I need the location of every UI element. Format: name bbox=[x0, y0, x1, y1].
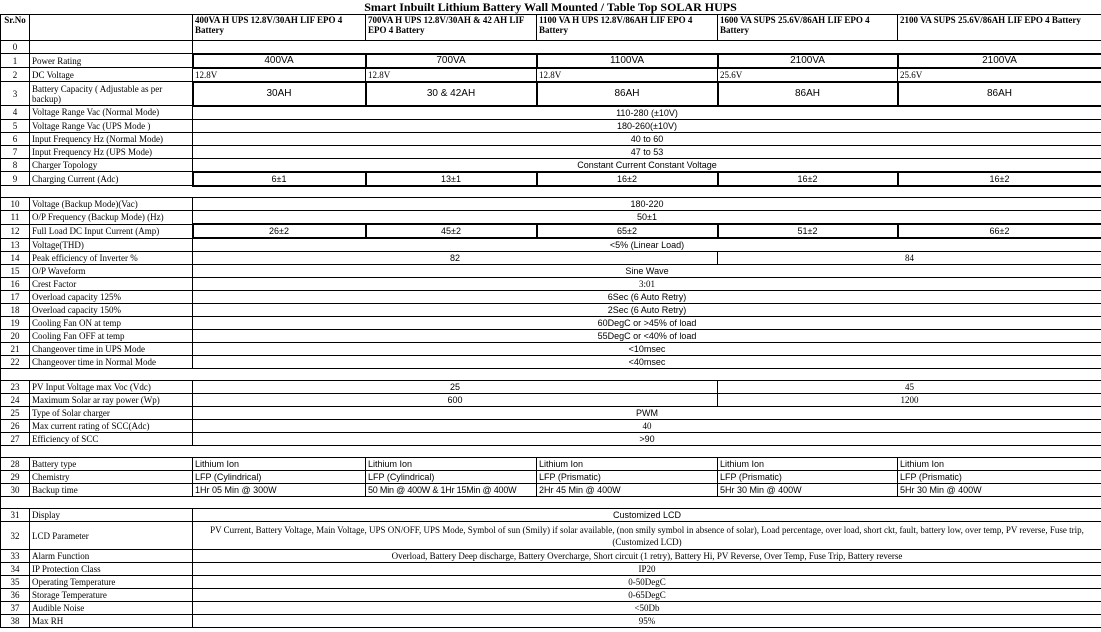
cell-value: LFP (Prismatic) bbox=[718, 471, 898, 484]
row-number: 4 bbox=[1, 106, 30, 120]
row-number: 36 bbox=[1, 589, 30, 602]
row-label: Input Frequency Hz (UPS Mode) bbox=[30, 145, 193, 158]
row-label: Battery Capacity ( Adjustable as per backup) bbox=[30, 82, 193, 106]
spacer-row bbox=[1, 446, 1101, 458]
table-row bbox=[1, 238, 1101, 252]
row-number: 28 bbox=[1, 458, 30, 471]
row-value: IP20 bbox=[193, 563, 1101, 576]
row-label: Display bbox=[30, 509, 193, 522]
cell-value: 12.8V bbox=[366, 68, 537, 82]
row-label: Max RH bbox=[30, 615, 193, 628]
table-row bbox=[1, 265, 1101, 278]
table-row bbox=[1, 471, 1101, 484]
table-row bbox=[1, 381, 1101, 394]
row-number: 11 bbox=[1, 211, 30, 225]
row-label: Max current rating of SCC(Adc) bbox=[30, 420, 193, 433]
row-label: Cooling Fan OFF at temp bbox=[30, 330, 193, 343]
table-row bbox=[1, 550, 1101, 563]
table-row bbox=[1, 522, 1101, 550]
cell-value: 5Hr 30 Min @ 400W bbox=[718, 484, 898, 497]
row-value: Constant Current Constant Voltage bbox=[193, 158, 1101, 172]
table-row bbox=[1, 343, 1101, 356]
cell-value: 700VA bbox=[366, 54, 537, 68]
row-number: 18 bbox=[1, 304, 30, 317]
row-number: 27 bbox=[1, 433, 30, 446]
cell-value: 400VA bbox=[193, 54, 366, 68]
row-value: <5% (Linear Load) bbox=[193, 238, 1101, 252]
row-number: 22 bbox=[1, 356, 30, 369]
row-label bbox=[30, 41, 193, 54]
cell-value: LFP (Cylindrical) bbox=[366, 471, 537, 484]
row-label: Efficiency of SCC bbox=[30, 433, 193, 446]
table-row bbox=[1, 433, 1101, 446]
table-row bbox=[1, 407, 1101, 420]
row-number: 9 bbox=[1, 172, 30, 186]
row-value: <50Db bbox=[193, 602, 1101, 615]
model-header-400va: 400VA H UPS 12.8V/30AH LIF EPO 4 Battery bbox=[193, 15, 366, 41]
row-label: Voltage(THD) bbox=[30, 238, 193, 252]
row-label: Backup time bbox=[30, 484, 193, 497]
cell-value: 25.6V bbox=[898, 68, 1101, 82]
header-row bbox=[1, 15, 1101, 41]
cell-value: 1Hr 05 Min @ 300W bbox=[193, 484, 366, 497]
spec-table bbox=[0, 14, 1101, 628]
model-header-1600va: 1600 VA SUPS 25.6V/86AH LIF EPO 4 Battery bbox=[718, 15, 898, 41]
row-label: Charger Topology bbox=[30, 158, 193, 172]
row-value-sups: 84 bbox=[718, 252, 1101, 265]
row-number: 1 bbox=[1, 54, 30, 68]
row-value: Customized LCD bbox=[193, 509, 1101, 522]
row-label: Type of Solar charger bbox=[30, 407, 193, 420]
row-label: Overload capacity 150% bbox=[30, 304, 193, 317]
row-number: 31 bbox=[1, 509, 30, 522]
row-label: Charging Current (Adc) bbox=[30, 172, 193, 186]
row-number: 15 bbox=[1, 265, 30, 278]
row-number: 34 bbox=[1, 563, 30, 576]
row-number: 5 bbox=[1, 119, 30, 132]
row-number: 13 bbox=[1, 238, 30, 252]
table-row bbox=[1, 132, 1101, 145]
cell-value: 2100VA bbox=[898, 54, 1101, 68]
row-value bbox=[193, 41, 1101, 54]
row-label: Alarm Function bbox=[30, 550, 193, 563]
cell-value: Lithium Ion bbox=[193, 458, 366, 471]
spacer-row bbox=[1, 369, 1101, 381]
row-label: Cooling Fan ON at temp bbox=[30, 317, 193, 330]
row-label: O/P Frequency (Backup Mode) (Hz) bbox=[30, 211, 193, 225]
row-value: 0-50DegC bbox=[193, 576, 1101, 589]
row-label: Changeover time in Normal Mode bbox=[30, 356, 193, 369]
row-label: Peak efficiency of Inverter % bbox=[30, 252, 193, 265]
row-number: 21 bbox=[1, 343, 30, 356]
row-value: Overload, Battery Deep discharge, Battery Overcharge, Short circuit (1 retry), Battery Hi, PV Reverse, Over Temp, Fuse Trip, Battery reverse bbox=[193, 550, 1101, 563]
cell-value: 86AH bbox=[718, 82, 898, 106]
spacer-row bbox=[1, 497, 1101, 509]
cell-value: 51±2 bbox=[718, 224, 898, 238]
table-row bbox=[1, 82, 1101, 106]
model-header-1100va: 1100 VA H UPS 12.8V/86AH LIF EPO 4 Battery bbox=[537, 15, 718, 41]
cell-value: 5Hr 30 Min @ 400W bbox=[898, 484, 1101, 497]
cell-value: 13±1 bbox=[366, 172, 537, 186]
table-row bbox=[1, 589, 1101, 602]
row-number: 20 bbox=[1, 330, 30, 343]
row-label: LCD Parameter bbox=[30, 522, 193, 550]
row-number: 16 bbox=[1, 278, 30, 291]
table-row bbox=[1, 252, 1101, 265]
row-value: 95% bbox=[193, 615, 1101, 628]
label-header bbox=[30, 15, 193, 41]
cell-value: 26±2 bbox=[193, 224, 366, 238]
row-label: Maximum Solar ar ray power (Wp) bbox=[30, 394, 193, 407]
row-number: 29 bbox=[1, 471, 30, 484]
row-value: 0-65DegC bbox=[193, 589, 1101, 602]
row-value: PV Current, Battery Voltage, Main Voltage, UPS ON/OFF, UPS Mode, Symbol of sun (Smily) if solar available, (non smily symbol in absence of solar), Load percentage, over load, short ckt, fault, battery low, over temp, PV reverse, Fuse trip, (Customized LCD) bbox=[193, 522, 1101, 550]
table-row bbox=[1, 291, 1101, 304]
row-number: 35 bbox=[1, 576, 30, 589]
row-number: 17 bbox=[1, 291, 30, 304]
table-row bbox=[1, 576, 1101, 589]
table-row bbox=[1, 420, 1101, 433]
table-row bbox=[1, 484, 1101, 497]
row-value: 180-260(±10V) bbox=[193, 119, 1101, 132]
row-label: PV Input Voltage max Voc (Vdc) bbox=[30, 381, 193, 394]
cell-value: LFP (Prismatic) bbox=[898, 471, 1101, 484]
row-number: 6 bbox=[1, 132, 30, 145]
row-value: >90 bbox=[193, 433, 1101, 446]
table-row bbox=[1, 54, 1101, 68]
row-number: 7 bbox=[1, 145, 30, 158]
row-label: Input Frequency Hz (Normal Mode) bbox=[30, 132, 193, 145]
row-value: 55DegC or <40% of load bbox=[193, 330, 1101, 343]
table-row bbox=[1, 563, 1101, 576]
row-number: 26 bbox=[1, 420, 30, 433]
row-value: <40msec bbox=[193, 356, 1101, 369]
row-value: 6Sec (6 Auto Retry) bbox=[193, 291, 1101, 304]
row-value: 40 to 60 bbox=[193, 132, 1101, 145]
cell-value: LFP (Prismatic) bbox=[537, 471, 718, 484]
cell-value: 16±2 bbox=[537, 172, 718, 186]
row-label: DC Voltage bbox=[30, 68, 193, 82]
row-value-hups: 600 bbox=[193, 394, 718, 407]
table-row bbox=[1, 158, 1101, 172]
row-label: IP Protection Class bbox=[30, 563, 193, 576]
table-row bbox=[1, 304, 1101, 317]
row-label: Operating Temperature bbox=[30, 576, 193, 589]
row-value: 110-280 (±10V) bbox=[193, 106, 1101, 120]
cell-value: 2Hr 45 Min @ 400W bbox=[537, 484, 718, 497]
table-row bbox=[1, 211, 1101, 225]
table-row bbox=[1, 119, 1101, 132]
cell-value: 45±2 bbox=[366, 224, 537, 238]
row-value: PWM bbox=[193, 407, 1101, 420]
row-value: <10msec bbox=[193, 343, 1101, 356]
row-label: Audible Noise bbox=[30, 602, 193, 615]
table-row bbox=[1, 68, 1101, 82]
table-row bbox=[1, 41, 1101, 54]
row-number: 24 bbox=[1, 394, 30, 407]
row-value-hups: 25 bbox=[193, 381, 718, 394]
row-label: Storage Temperature bbox=[30, 589, 193, 602]
cell-value: 30 & 42AH bbox=[366, 82, 537, 106]
cell-value: 25.6V bbox=[718, 68, 898, 82]
model-header-700va: 700VA H UPS 12.8V/30AH & 42 AH LIF EPO 4 Battery bbox=[366, 15, 537, 41]
row-label: Crest Factor bbox=[30, 278, 193, 291]
row-label: Overload capacity 125% bbox=[30, 291, 193, 304]
row-label: Changeover time in UPS Mode bbox=[30, 343, 193, 356]
cell-value: Lithium Ion bbox=[366, 458, 537, 471]
row-number: 32 bbox=[1, 522, 30, 550]
row-value: 2Sec (6 Auto Retry) bbox=[193, 304, 1101, 317]
table-row bbox=[1, 172, 1101, 186]
row-number: 19 bbox=[1, 317, 30, 330]
row-number: 33 bbox=[1, 550, 30, 563]
row-label: Voltage Range Vac (Normal Mode) bbox=[30, 106, 193, 120]
cell-value: 65±2 bbox=[537, 224, 718, 238]
row-label: Power Rating bbox=[30, 54, 193, 68]
cell-value: 86AH bbox=[898, 82, 1101, 106]
table-row bbox=[1, 458, 1101, 471]
table-row bbox=[1, 509, 1101, 522]
cell-value: 16±2 bbox=[898, 172, 1101, 186]
row-label: Chemistry bbox=[30, 471, 193, 484]
table-row bbox=[1, 615, 1101, 628]
row-value: 50±1 bbox=[193, 211, 1101, 225]
row-value: 47 to 53 bbox=[193, 145, 1101, 158]
table-row bbox=[1, 602, 1101, 615]
model-header-2100va: 2100 VA SUPS 25.6V/86AH LIF EPO 4 Battery bbox=[898, 15, 1101, 41]
row-number: 30 bbox=[1, 484, 30, 497]
cell-value: 30AH bbox=[193, 82, 366, 106]
cell-value: 86AH bbox=[537, 82, 718, 106]
row-value-sups: 45 bbox=[718, 381, 1101, 394]
row-number: 12 bbox=[1, 224, 30, 238]
table-row bbox=[1, 356, 1101, 369]
row-label: Voltage Range Vac (UPS Mode ) bbox=[30, 119, 193, 132]
row-number: 38 bbox=[1, 615, 30, 628]
row-number: 2 bbox=[1, 68, 30, 82]
row-number: 23 bbox=[1, 381, 30, 394]
cell-value: LFP (Cylindrical) bbox=[193, 471, 366, 484]
cell-value: 6±1 bbox=[193, 172, 366, 186]
cell-value: 16±2 bbox=[718, 172, 898, 186]
row-label: Full Load DC Input Current (Amp) bbox=[30, 224, 193, 238]
row-number: 8 bbox=[1, 158, 30, 172]
row-label: Voltage (Backup Mode)(Vac) bbox=[30, 198, 193, 211]
table-row bbox=[1, 330, 1101, 343]
table-row bbox=[1, 278, 1101, 291]
table-row bbox=[1, 198, 1101, 211]
row-number: 14 bbox=[1, 252, 30, 265]
row-number: 3 bbox=[1, 82, 30, 106]
row-value: 40 bbox=[193, 420, 1101, 433]
row-value: 60DegC or >45% of load bbox=[193, 317, 1101, 330]
row-number: 10 bbox=[1, 198, 30, 211]
row-value: 180-220 bbox=[193, 198, 1101, 211]
table-row bbox=[1, 394, 1101, 407]
row-value-sups: 1200 bbox=[718, 394, 1101, 407]
row-number: 37 bbox=[1, 602, 30, 615]
sheet-title: Smart Inbuilt Lithium Battery Wall Mounted / Table Top SOLAR HUPS bbox=[364, 0, 737, 14]
cell-value: Lithium Ion bbox=[718, 458, 898, 471]
table-row bbox=[1, 317, 1101, 330]
row-number: 25 bbox=[1, 407, 30, 420]
row-value: Sine Wave bbox=[193, 265, 1101, 278]
row-value-hups: 82 bbox=[193, 252, 718, 265]
row-number: 0 bbox=[1, 41, 30, 54]
cell-value: 12.8V bbox=[537, 68, 718, 82]
row-label: O/P Waveform bbox=[30, 265, 193, 278]
srno-header: Sr.No bbox=[1, 15, 30, 41]
cell-value: Lithium Ion bbox=[537, 458, 718, 471]
table-row bbox=[1, 145, 1101, 158]
cell-value: 66±2 bbox=[898, 224, 1101, 238]
cell-value: 1100VA bbox=[537, 54, 718, 68]
row-label: Battery type bbox=[30, 458, 193, 471]
cell-value: 12.8V bbox=[193, 68, 366, 82]
cell-value: Lithium Ion bbox=[898, 458, 1101, 471]
cell-value: 2100VA bbox=[718, 54, 898, 68]
cell-value: 50 Min @ 400W & 1Hr 15Min @ 400W bbox=[366, 484, 537, 497]
row-value: 3:01 bbox=[193, 278, 1101, 291]
spacer-row bbox=[1, 186, 1101, 198]
table-row bbox=[1, 224, 1101, 238]
table-row bbox=[1, 106, 1101, 120]
